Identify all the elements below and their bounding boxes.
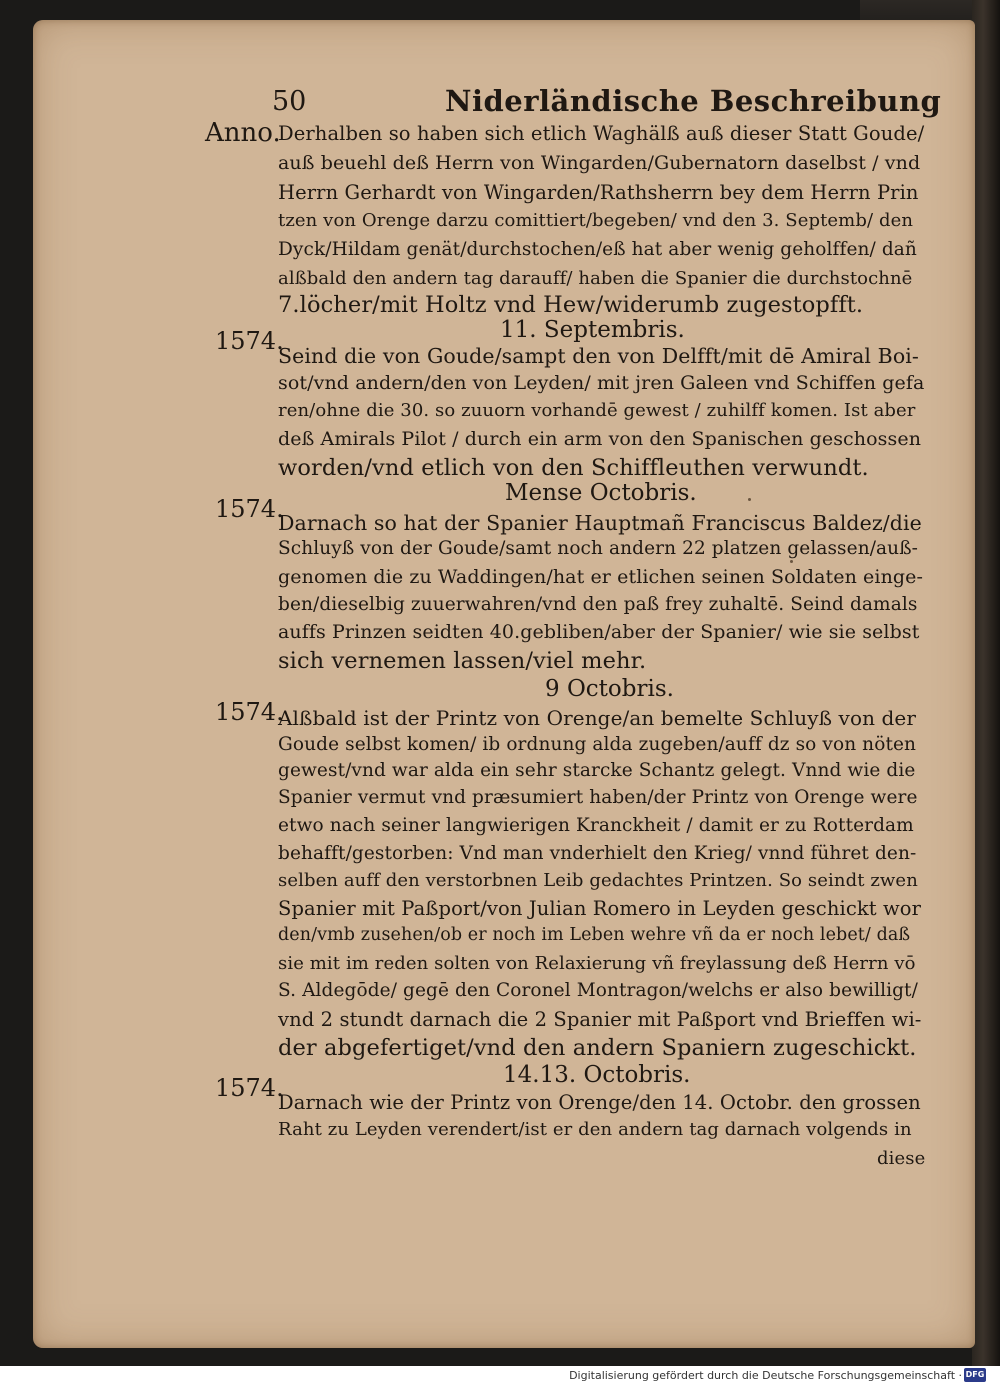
text-line: Goude selbst komen/ ib ordnung alda zugeben/auff dz so von nöten (278, 734, 917, 755)
text-line: Seind die von Goude/sampt den von Delfft/mit dē Amiral Boi- (278, 344, 919, 368)
margin-anno: Anno. (205, 118, 281, 148)
catchword: diese (877, 1148, 926, 1169)
text-line: auffs Prinzen seidten 40.gebliben/aber der Spanier/ wie sie selbst (278, 621, 920, 643)
text-line: S. Aldegōde/ gegē den Coronel Montragon/welchs er also bewilligt/ (278, 980, 918, 1001)
text-line: gewest/vnd war alda ein sehr starcke Schantz gelegt. Vnnd wie die (278, 760, 916, 781)
text-line: Spanier mit Paßport/von Julian Romero in Leyden geschickt wor (278, 897, 922, 920)
running-title: Niderländische Beschreibung (445, 84, 942, 118)
text-line: auß beuehl deß Herrn von Wingarden/Gubernatorn daselbst / vnd (278, 152, 921, 174)
text-line: Darnach wie der Printz von Orenge/den 14. Octobr. den grossen (278, 1091, 921, 1114)
text-line: ren/ohne die 30. so zuuorn vorhandē gewest / zuhilff komen. Ist aber (278, 400, 916, 421)
text-line: Schluyß von der Goude/samt noch andern 22 platzen gelassen/auß- (278, 538, 918, 559)
text-line: alßbald den andern tag darauff/ haben die Spanier die durchstochnē (278, 268, 913, 289)
margin-year: 1574. (215, 495, 284, 523)
text-line: Derhalben so haben sich etlich Waghälß auß dieser Statt Goude/ (278, 122, 925, 145)
paper-speck (748, 498, 751, 501)
paper-speck (790, 560, 793, 563)
text-line: vnd 2 stundt darnach die 2 Spanier mit Paßport vnd Brieffen wi- (278, 1008, 922, 1031)
dfg-logo: DFG (964, 1368, 986, 1382)
page-number: 50 (272, 86, 307, 117)
text-line: Herrn Gerhardt von Wingarden/Rathsherrn bey dem Herrn Prin (278, 181, 919, 204)
text-line: deß Amirals Pilot / durch ein arm von den Spanischen geschossen (278, 428, 922, 450)
text-line: tzen von Orenge darzu comittiert/begeben/ vnd den 3. Septemb/ den (278, 210, 914, 231)
text-line: selben auff den verstorbnen Leib gedachtes Printzen. So seindt zwen (278, 870, 918, 891)
section-heading: Mense Octobris. (505, 480, 697, 506)
text-line: Darnach so hat der Spanier Hauptmañ Franciscus Baldez/die (278, 511, 922, 535)
section-heading: 9 Octobris. (545, 676, 674, 702)
text-line: ben/dieselbig zuuerwahren/vnd den paß frey zuhaltē. Seind damals (278, 594, 918, 615)
section-heading: 11. Septembris. (500, 317, 685, 343)
text-line: der abgefertiget/vnd den andern Spaniern zugeschickt. (278, 1035, 917, 1061)
section-heading: 14.13. Octobris. (503, 1062, 691, 1088)
book-edge-right (972, 0, 1000, 1366)
text-line: sot/vnd andern/den von Leyden/ mit jren Galeen vnd Schiffen gefa (278, 372, 925, 394)
text-line: Dyck/Hildam genät/durchstochen/eß hat aber wenig geholffen/ dañ (278, 239, 917, 260)
text-line: sie mit im reden solten von Relaxierung vñ freylassung deß Herrn vō (278, 953, 916, 974)
text-line: behafft/gestorben: Vnd man vnderhielt den Krieg/ vnnd führet den- (278, 843, 917, 864)
text-line: Raht zu Leyden verendert/ist er den andern tag darnach volgends in (278, 1119, 912, 1140)
text-line: etwo nach seiner langwierigen Kranckheit / damit er zu Rotterdam (278, 815, 914, 836)
margin-year: 1574. (215, 698, 284, 726)
text-line: worden/vnd etlich von den Schiffleuthen verwundt. (278, 455, 869, 481)
margin-year: 1574. (215, 327, 284, 355)
footer-credit: Digitalisierung gefördert durch die Deutsche Forschungsgemeinschaft · (569, 1369, 962, 1382)
text-line: sich vernemen lassen/viel mehr. (278, 648, 647, 674)
text-line: genomen die zu Waddingen/hat er etlichen seinen Soldaten einge- (278, 566, 924, 588)
text-line: Alßbald ist der Printz von Orenge/an bemelte Schluyß von der (278, 706, 917, 730)
margin-year: 1574. (215, 1074, 284, 1102)
text-line: den/vmb zusehen/ob er noch im Leben wehre vñ da er noch lebet/ daß (278, 925, 911, 945)
text-line: Spanier vermut vnd præsumiert haben/der Printz von Orenge were (278, 787, 918, 808)
text-line: 7.löcher/mit Holtz vnd Hew/widerumb zugestopfft. (278, 292, 864, 318)
